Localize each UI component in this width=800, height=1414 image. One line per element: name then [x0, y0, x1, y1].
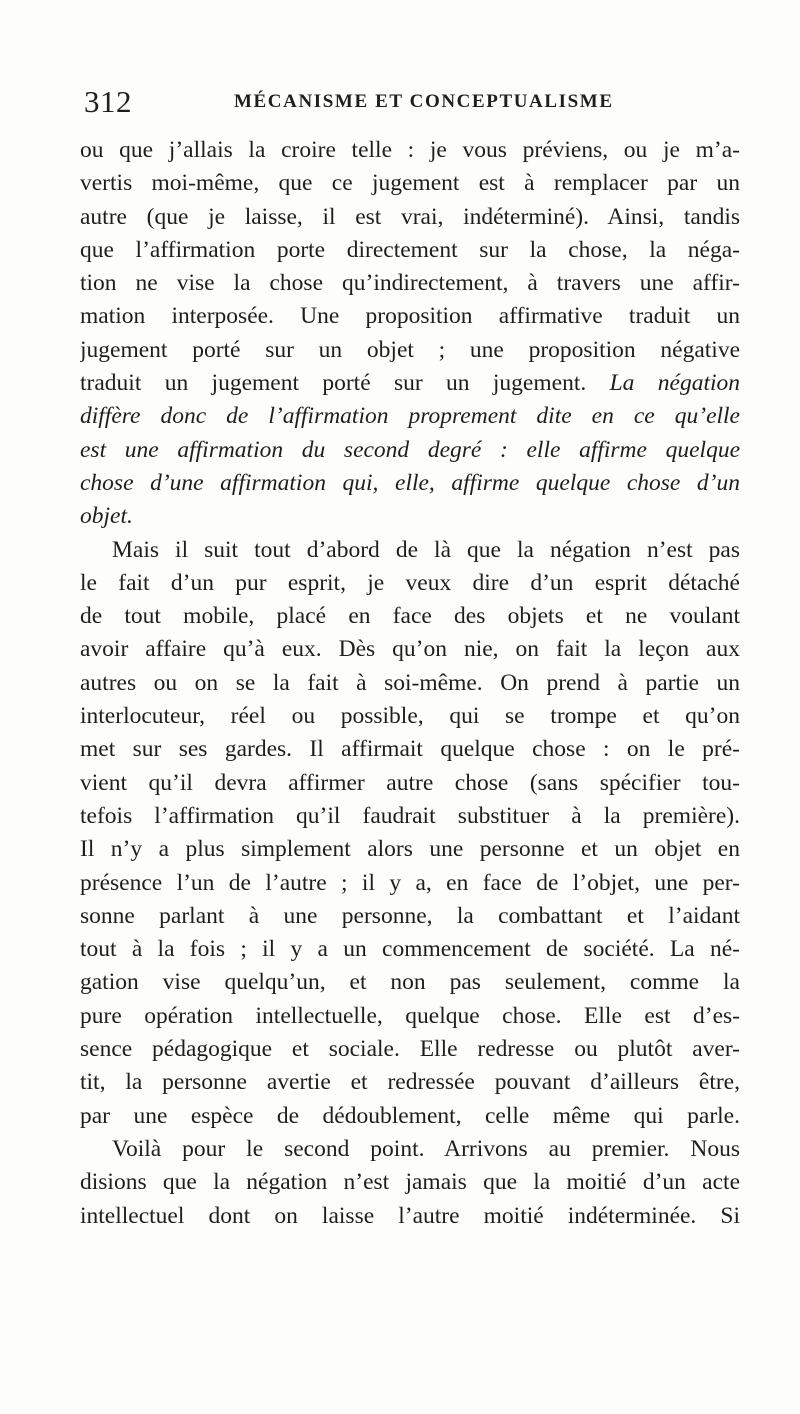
text-line: par une espèce de dédoublement, celle même qui parle. — [80, 1102, 740, 1129]
text-line: vient qu’il devra affirmer autre chose (sans spécifier tou- — [80, 769, 740, 796]
text-line: autre (que je laisse, il est vrai, indéterminé). Ainsi, tandis — [80, 203, 740, 230]
running-title: MÉCANISME ET CONCEPTUALISME — [234, 91, 614, 112]
text-segment: traduit un jugement porté sur un jugement. — [80, 370, 587, 397]
text-line: disions que la négation n’est jamais que la moitié d’un acte — [80, 1169, 740, 1196]
body-text — [80, 134, 740, 1233]
text-line: vertis moi-même, que ce jugement est à remplacer par un — [80, 170, 740, 197]
text-line: interlocuteur, réel ou possible, qui se trompe et qu’on — [80, 703, 740, 730]
paragraph-start: Voilà pour le second point. Arrivons au premier. Nous — [112, 1135, 740, 1162]
italic-line: chose d’une affirmation qui, elle, affirme quelque chose d’un — [80, 469, 740, 496]
text-line: autres ou on se la fait à soi-même. On prend à partie un — [80, 669, 740, 696]
text-line: sence pédagogique et sociale. Elle redresse ou plutôt aver- — [80, 1036, 740, 1063]
text-line: Il n’y a plus simplement alors une personne et un objet en — [80, 836, 740, 863]
text-line: de tout mobile, placé en face des objets et ne voulant — [80, 603, 740, 630]
italic-line: diffère donc de l’affirmation proprement dite en ce qu’elle — [80, 403, 740, 430]
text-line: que l’affirmation porte directement sur la chose, la néga- — [80, 236, 740, 263]
text-line: présence l’un de l’autre ; il y a, en face de l’objet, une per- — [80, 869, 740, 896]
text-line: tout à la fois ; il y a un commencement de société. La né- — [80, 936, 740, 963]
text-line: avoir affaire qu’à eux. Dès qu’on nie, on fait la leçon aux — [80, 636, 740, 663]
text-line: met sur ses gardes. Il affirmait quelque chose : on le pré- — [80, 736, 740, 763]
text-line: sonne parlant à une personne, la combattant et l’aidant — [80, 902, 740, 929]
text-line: tefois l’affirmation qu’il faudrait substituer à la première). — [80, 802, 740, 829]
text-line: tion ne vise la chose qu’indirectement, à travers une affir- — [80, 270, 740, 297]
paragraph-start: Mais il suit tout d’abord de là que la négation n’est pas — [112, 536, 740, 563]
text-line: intellectuel dont on laisse l’autre moitié indéterminée. Si — [80, 1202, 740, 1229]
text-line: ou que j’allais la croire telle : je vous préviens, ou je m’a- — [80, 137, 740, 163]
running-head — [84, 82, 744, 122]
text-line: gation vise quelqu’un, et non pas seulement, comme la — [80, 969, 740, 996]
text-line-mixed — [80, 367, 740, 400]
text-line: mation interposée. Une proposition affirmative traduit un — [80, 303, 740, 330]
text-line: le fait d’un pur esprit, je veux dire d’un esprit détaché — [80, 569, 740, 596]
italic-line: est une affirmation du second degré : elle affirme quelque — [80, 436, 740, 463]
text-line: pure opération intellectuelle, quelque chose. Elle est d’es- — [80, 1002, 740, 1029]
italic-segment: La négation — [609, 370, 740, 397]
text-line: jugement porté sur un objet ; une proposition négative — [80, 336, 740, 363]
page-number: 312 — [84, 84, 132, 119]
text-line: tit, la personne avertie et redressée pouvant d’ailleurs être, — [80, 1069, 740, 1096]
italic-line: objet. — [80, 503, 133, 530]
